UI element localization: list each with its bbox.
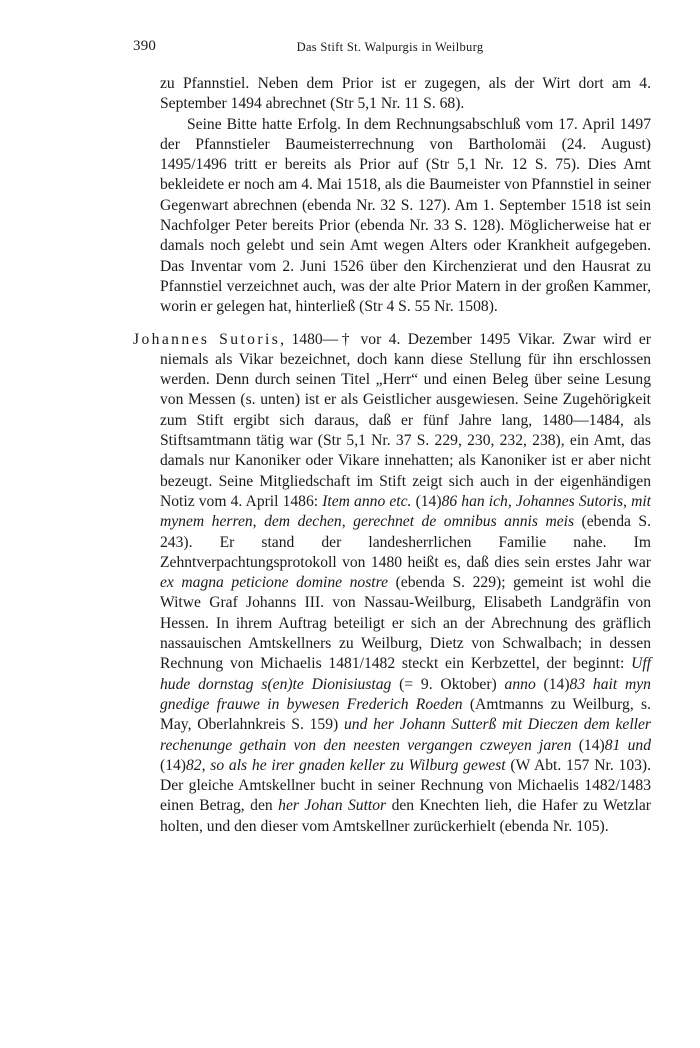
text-span: , 1480—† vor 4. Dezember 1495 Vikar. Zwar wird er niemals als Vikar bezeichnet, doch kann diese Stellung für ihn erschlossen werden. Denn durch seinen Titel „Herr“ und einen Beleg über seine Lesung von Messen (s. unten) ist er als Geistlicher ausgewiesen. Seine Zugehörigkeit zum Stift ergibt sich daraus, daß er fünf Jahre lang, 1480—1484, als Stiftsamtmann tätig war (Str 5,1 Nr. 37 S. 229, 230, 232, 238), ein Amt, das damals nur Kanoniker oder Vikare innehatten; als Kanoniker ist er aber nicht bezeugt. Seine Mitgliedschaft im Stift zeigt sich auch in der eigenhändigen Notiz vom 4. April 1486: bbox=[160, 330, 651, 510]
text-span: zu Pfannstiel. Neben dem Prior ist er zugegen, als der Wirt dort am 4. September 1494 abrechnet (Str 5,1 Nr. 11 S. 68). bbox=[160, 75, 651, 113]
quote-italic: und her Johann Sutterß mit Dieczen dem keller rechenunge gethain von den neesten vergangen czweyen jaren bbox=[160, 716, 651, 754]
text-span: (Amtmanns zu Weilburg, s. May, Oberlahnkreis S. 159) bbox=[160, 695, 651, 734]
text-span: (W Abt. 157 Nr. 103). Der gleiche Amtskellner bucht in seiner Rechnung von Michaelis 1482/1483 einen Betrag, den bbox=[160, 756, 651, 815]
running-title: Das Stift St. Walpurgis in Weilburg bbox=[296, 40, 484, 54]
quote-italic: 81 bbox=[604, 736, 621, 754]
body-text bbox=[133, 74, 651, 837]
quote-italic: Uff hude dornstag s(en)te Dionisiustag bbox=[160, 655, 651, 693]
quote-italic: ex magna peticione domine nostre bbox=[160, 574, 389, 592]
text-span bbox=[620, 737, 627, 754]
quote-italic: her Johan Suttor bbox=[278, 797, 387, 815]
entry-name: Johannes Sutoris bbox=[133, 330, 281, 348]
quote-italic: anno bbox=[504, 675, 536, 693]
text-span: Seine Bitte hatte Erfolg. In dem Rechnungsabschluß vom 17. April 1497 der Pfannstieler Baumeisterrechnung von Bartholomäi (24. August) 1495/1496 tritt er bereits als Prior auf (Str 5,1 Nr. 12 S. 75). Dies Amt bekleidete er noch am 4. Mai 1518, als die Baumeister von Pfannstiel in seiner Gegenwart abrechnen (ebenda Nr. 32 S. 127). Am 1. September 1518 ist sein Nachfolger Peter bereits Prior (ebenda Nr. 33 S. 128). Möglicherweise hat er damals noch gelebt und sein Amt wegen Alters oder Krankheit aufgegeben. Das Inventar vom 2. Juni 1526 über den Kirchenzierat und den Hausrat zu Pfannstiel verzeichnet auch, was der alte Prior Matern in der großen Kammer, worin er gelegen hat, hinterließ (Str 4 S. 55 Nr. 1508). bbox=[160, 115, 651, 316]
text-span: (ebenda S. 229); gemeint ist wohl die Witwe Graf Johanns III. von Nassau-Weilburg, Elisabeth Landgräfin von Hessen. In ihrem Auftrag beteiligt er sich an der Abrechnung des gräflich nassauischen Amtskellners zu Weilburg, Dietz von Schwalbach; in dessen Rechnung von Michaelis 1481/1482 steckt ein Kerbzettel, der beginnt: bbox=[160, 574, 651, 673]
text-span: den Knechten lieh, die Hafer zu Wetzlar holten, und den dieser vom Amtskellner zurückerhielt (ebenda Nr. 105). bbox=[160, 797, 651, 835]
text-span: (14) bbox=[160, 756, 186, 774]
quote-italic: 83 hait myn gnedige frauwe in bywesen Frederich Roeden bbox=[160, 675, 651, 713]
paragraph bbox=[133, 115, 651, 318]
page-number: 390 bbox=[133, 38, 157, 54]
quote-italic: 86 han ich, Johannes Sutoris, mit mynem herren, dem dechen, gerechnet de omnibus annis meis bbox=[160, 492, 652, 531]
text-span: (14) bbox=[571, 736, 605, 754]
paragraph-continued bbox=[133, 74, 651, 115]
quote-italic: Item anno etc. bbox=[322, 492, 412, 510]
text-span: (ebenda S. 243). Er stand der landesherrlichen Familie nahe. Im Zehntverpachtungsprotokoll von 1480 heißt es, daß dies sein erstes Jahr war bbox=[160, 513, 651, 571]
text-span: (= 9. Oktober) bbox=[391, 675, 505, 693]
quote-italic: und bbox=[627, 736, 651, 754]
text-span: (14) bbox=[535, 675, 570, 693]
biography-entry bbox=[133, 330, 651, 837]
text-span: (14) bbox=[411, 492, 442, 510]
quote-italic: 82, so als he irer gnaden keller zu Wilburg gewest bbox=[185, 756, 506, 774]
